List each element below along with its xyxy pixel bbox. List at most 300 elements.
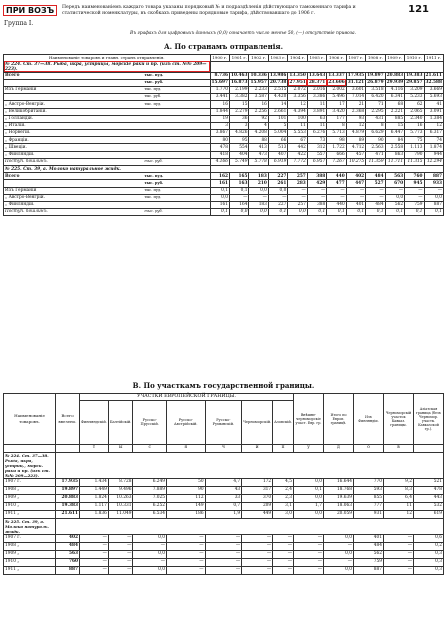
row-label: „ Италіи. <box>4 122 144 129</box>
table-cell: 402 <box>346 173 365 180</box>
table-cell: 84 <box>385 137 404 144</box>
table-cell: 887 <box>56 566 80 574</box>
table-cell: 4,7 <box>205 478 242 486</box>
table-cell: 17.935 <box>347 72 365 78</box>
table-cell: 0,0 <box>385 194 404 201</box>
row-label: 1909 „ <box>4 550 56 558</box>
table-cell: 68 <box>385 101 404 108</box>
table-cell: 6.447 <box>385 130 404 137</box>
table-cell: 257 <box>288 173 307 180</box>
table-cell: 11 <box>307 101 326 108</box>
table-cell: 3.441 <box>210 94 229 101</box>
table-cell: 477 <box>327 180 346 187</box>
table-cell: 401 <box>346 201 365 208</box>
table-cell: 7.889 <box>133 486 167 494</box>
table-cell: 19 <box>210 115 229 122</box>
unit-letter: с <box>133 444 167 452</box>
table-cell: 0,0 <box>268 187 287 194</box>
table-cell: 3 <box>230 122 249 129</box>
row-label: Всего <box>4 173 144 180</box>
table-cell: 2.279 <box>230 108 249 115</box>
table-cell: — <box>384 566 414 574</box>
table-cell: 13.643 <box>308 72 326 78</box>
table-cell: 4.208 <box>249 130 268 137</box>
table-cell: — <box>273 550 294 558</box>
table-cell: 0,1 <box>327 209 346 216</box>
table-cell: 0,6 <box>414 534 444 542</box>
table-cell: 887 <box>424 201 443 208</box>
table-cell: 89 <box>346 137 365 144</box>
table-cell: 5.693 <box>424 94 443 101</box>
unit-letter: в <box>384 444 414 452</box>
blank-cell <box>56 444 80 452</box>
table-cell: 944 <box>424 151 443 158</box>
table-cell: 75 <box>405 137 424 144</box>
table-cell: 370 <box>242 494 273 502</box>
table-cell: 1.384 <box>424 115 443 122</box>
unit-label: тыс. пуд. <box>143 173 210 180</box>
table-cell: 3.209 <box>405 86 424 93</box>
table-cell: 161 <box>210 180 229 187</box>
table-cell: 6,4 <box>384 494 414 502</box>
table-cell: — <box>327 187 346 194</box>
table-cell: 484 <box>366 201 385 208</box>
table-header-row <box>4 55 444 62</box>
table-cell: 0,1 <box>230 187 249 194</box>
table-cell: 562 <box>385 201 404 208</box>
table-cell: 1.434 <box>80 478 109 486</box>
table-cell: — <box>288 194 307 201</box>
table-cell: — <box>405 187 424 194</box>
unit-label <box>143 144 210 151</box>
row-label: 1907 г. <box>4 534 56 542</box>
year-header: 1909 г. <box>385 55 404 62</box>
table-cell: 90 <box>167 486 206 494</box>
row-label: Всего <box>4 72 144 79</box>
table-header-row <box>4 394 444 401</box>
table-row <box>4 158 444 165</box>
table-cell: 62 <box>405 101 424 108</box>
table-cell: 0,0 <box>294 494 324 502</box>
table-cell: — <box>108 542 133 550</box>
unit-letter: я <box>167 444 206 452</box>
table-cell: 8,3 <box>384 486 414 494</box>
unit-letter <box>414 444 444 452</box>
group-label: Группа I. <box>4 20 34 27</box>
table-cell: 15 <box>230 101 249 108</box>
unit-letter: о <box>354 444 384 452</box>
row-label: 1911 „ <box>4 566 56 574</box>
table-cell: 4.712 <box>346 144 365 151</box>
row-label: „ Норвегіи. <box>4 130 144 137</box>
table-cell: 11 <box>288 122 307 129</box>
table-row <box>4 566 444 574</box>
table-cell: 209 <box>242 502 273 510</box>
table-row <box>4 510 444 518</box>
table-cell: 27.951 <box>289 80 306 86</box>
table-cell: — <box>249 194 268 201</box>
table-cell: 0,0 <box>324 550 354 558</box>
table-cell: 12.294 <box>424 158 443 165</box>
table-cell: 0,3 <box>414 550 444 558</box>
table-cell: 31.121 <box>347 80 365 86</box>
table-cell: 670 <box>385 180 404 187</box>
table-cell: 855 <box>354 494 384 502</box>
row-label: 1910 „ <box>4 558 56 566</box>
table-cell: 95 <box>230 137 249 144</box>
table-cell: 23.606 <box>328 80 345 86</box>
table-cell: — <box>205 550 242 558</box>
table-cell: 2.065 <box>405 108 424 115</box>
table-cell: 71 <box>366 101 385 108</box>
table-cell: 63 <box>307 115 326 122</box>
table-cell: 3.601 <box>346 86 365 93</box>
year-header: 1906 г. <box>327 55 346 62</box>
table-cell: 442 <box>288 144 307 151</box>
commodity-label: № 225. Ст. 39, а. Молоко натуральное жидк. <box>4 166 211 173</box>
table-cell: 2.515 <box>268 86 287 93</box>
table-row <box>4 201 444 208</box>
row-label: „ Финляндіи. <box>4 201 144 208</box>
table-cell: 100 <box>288 115 307 122</box>
table-cell: 227 <box>268 173 287 180</box>
table-cell: — <box>307 187 326 194</box>
row-label <box>4 180 144 187</box>
year-header: 1901 г. <box>230 55 249 62</box>
table-cell: 19.897 <box>56 486 80 494</box>
table-cell: 186 <box>167 510 206 518</box>
table-cell: 3.867 <box>210 130 229 137</box>
table-cell: 6.249 <box>133 478 167 486</box>
table-cell: 161 <box>210 201 229 208</box>
table-cell: 13.337 <box>328 72 345 78</box>
table-by-border <box>3 393 444 575</box>
unit-label <box>143 137 210 144</box>
table-cell: 443 <box>414 494 444 502</box>
table-cell: 0,0 <box>133 534 167 542</box>
table-cell: 0,0 <box>133 550 167 558</box>
row-label: 1910 „ <box>4 502 56 510</box>
table-cell: 164 <box>230 201 249 208</box>
table-cell: 6.919 <box>268 158 287 165</box>
year-header: 1900 г. <box>210 55 229 62</box>
table-cell: — <box>80 558 109 566</box>
table-cell: — <box>384 542 414 550</box>
table-cell: 473 <box>249 151 268 158</box>
table-cell: 0,1 <box>385 209 404 216</box>
table-cell: 6.276 <box>307 130 326 137</box>
table-cell: 3.382 <box>230 94 249 101</box>
table-cell: 41 <box>424 101 443 108</box>
table-cell: 2.256 <box>249 108 268 115</box>
table-cell: — <box>80 542 109 550</box>
table-row <box>4 79 444 86</box>
table-cell: — <box>133 542 167 550</box>
unit-letter: и <box>242 444 273 452</box>
table-cell: — <box>366 187 385 194</box>
table-cell: 1.722 <box>327 144 346 151</box>
table-cell: 1.770 <box>210 86 229 93</box>
table-cell: 2.072 <box>288 86 307 93</box>
table-cell: — <box>167 550 206 558</box>
table-cell: 563 <box>385 173 404 180</box>
table-cell: 0,0 <box>294 510 324 518</box>
table-cell: 7.772 <box>288 158 307 165</box>
row-label: 1911 „ <box>4 510 56 518</box>
section-tag: ПРИ ВОЗЪ <box>3 5 57 16</box>
table-cell: — <box>294 566 324 574</box>
table-cell: 404 <box>230 151 249 158</box>
table-cell: 88 <box>249 137 268 144</box>
table-cell: — <box>294 534 324 542</box>
table-cell: 261 <box>268 180 287 187</box>
table-cell: 0,7 <box>205 502 242 510</box>
table-cell: 885 <box>385 115 404 122</box>
table-cell: 513 <box>268 144 287 151</box>
blank-cell <box>56 452 444 478</box>
table-cell: 21 <box>346 101 365 108</box>
table-cell: 29.857 <box>406 80 423 86</box>
table-cell: — <box>273 534 294 542</box>
table-cell: 1.844 <box>210 108 229 115</box>
table-cell: 5.713 <box>327 130 346 137</box>
row-label: „ Австро-Венгріи. <box>4 101 144 108</box>
table-cell: 5.004 <box>268 130 287 137</box>
table-row <box>4 187 444 194</box>
table-cell: 2,3 <box>273 494 294 502</box>
table-cell: 5.553 <box>288 130 307 137</box>
unit-row <box>4 444 444 452</box>
section-b-title: В. По участкамъ государственной границы. <box>132 381 315 390</box>
table-cell: 431 <box>366 115 385 122</box>
table-cell: 1.113 <box>405 144 424 151</box>
table-cell: — <box>242 542 273 550</box>
table-cell: 10.263 <box>108 494 133 502</box>
table-cell: 759 <box>405 201 424 208</box>
row-label: „ Франціи. <box>4 137 144 144</box>
table-cell: — <box>80 550 109 558</box>
table-cell: 619 <box>414 510 444 518</box>
table-cell: — <box>324 542 354 550</box>
table-cell: — <box>294 542 324 550</box>
table-cell: 440 <box>327 201 346 208</box>
table-cell: 407 <box>268 151 287 158</box>
table-cell: 73 <box>307 137 326 144</box>
table-cell: 593 <box>354 486 384 494</box>
table-cell: 666 <box>327 151 346 158</box>
unit-letter: ы <box>108 444 133 452</box>
row-label <box>4 79 144 86</box>
table-cell: 5.778 <box>249 158 268 165</box>
table-cell: 14 <box>268 101 287 108</box>
table-cell: — <box>366 194 385 201</box>
year-header: 1907 г. <box>346 55 365 62</box>
table-cell: 4.879 <box>346 130 365 137</box>
table-cell: 532 <box>414 502 444 510</box>
table-cell: 4.420 <box>268 94 287 101</box>
table-cell: 15.957 <box>250 80 267 86</box>
commodity-label: № 225. Ст. 39, а. Молоко натураль. жидк. <box>4 518 56 534</box>
table-cell: 1.874 <box>424 144 443 151</box>
table-cell: — <box>385 187 404 194</box>
table-cell: — <box>205 558 242 566</box>
table-cell: 257 <box>288 201 307 208</box>
unit-label: тыс. пуд. <box>143 86 210 93</box>
table-row <box>4 130 444 137</box>
table-cell: 21.611 <box>56 510 80 518</box>
table-cell: 7.025 <box>133 494 167 502</box>
table-cell: — <box>273 558 294 566</box>
table-cell: 4.116 <box>385 86 404 93</box>
table-cell: 484 <box>366 173 385 180</box>
table-cell: 790 <box>405 151 424 158</box>
table-cell: 887 <box>354 566 384 574</box>
table-cell: 3.669 <box>424 86 443 93</box>
table-by-country <box>3 54 444 216</box>
table-cell: 3.356 <box>288 94 307 101</box>
table-cell: 10.331 <box>108 502 133 510</box>
table-cell: 4.826 <box>230 130 249 137</box>
row-label: Поступ. пошлинъ. <box>4 209 144 216</box>
total-header: Всего ввезено. <box>56 394 80 445</box>
table-cell: 0,3 <box>414 566 444 574</box>
year-header: 1910 г. <box>405 55 424 62</box>
commodity-row <box>4 518 444 534</box>
unit-label: тыс. пуд. <box>143 72 210 79</box>
table-cell: 402 <box>56 534 80 542</box>
table-cell: 0,1 <box>294 486 324 494</box>
row-label: 1907 г. <box>4 478 56 486</box>
unit-letter: п <box>273 444 294 452</box>
blank-cell <box>56 518 444 534</box>
table-cell: 2.661 <box>268 108 287 115</box>
table-cell: 112 <box>167 494 206 502</box>
commodity-label: № 224. Ст. 37—38. Рыба, икра, устриц., морск. раки и пр. (изъ ст. №№ 209—223). <box>4 452 56 478</box>
table-cell: 10.275 <box>346 158 365 165</box>
table-cell: 4.166 <box>210 158 229 165</box>
table-cell: 67 <box>288 137 307 144</box>
table-cell: 1.824 <box>80 494 109 502</box>
table-cell: 19.639 <box>324 494 354 502</box>
page-number: 121 <box>408 4 429 15</box>
table-cell: 11.315 <box>405 158 424 165</box>
table-cell: — <box>80 534 109 542</box>
table-cell: 931 <box>354 510 384 518</box>
table-row <box>4 209 444 216</box>
table-cell: 777 <box>354 502 384 510</box>
table-row <box>4 144 444 151</box>
table-cell: 6.341 <box>385 94 404 101</box>
commodity-row <box>4 452 444 478</box>
unit-label <box>143 122 210 129</box>
table-cell: 0,3 <box>414 558 444 566</box>
table-row <box>4 108 444 115</box>
row-label: „ Австро-Венгріи. <box>4 194 144 201</box>
unit-label: тыс. руб. <box>143 94 210 101</box>
unit-label <box>143 201 210 208</box>
table-cell: — <box>242 558 273 566</box>
row-label <box>4 94 144 101</box>
table-cell: — <box>167 566 206 574</box>
table-cell: 770 <box>354 478 384 486</box>
table-cell: 16.873 <box>231 80 248 86</box>
corner-header: Наименованіе товаровъ. <box>4 394 56 445</box>
table-cell: 317 <box>242 486 273 494</box>
table-cell: 1,7 <box>294 502 324 510</box>
table-row <box>4 137 444 144</box>
table-cell: 11 <box>384 502 414 510</box>
unit-label: тыс. руб. <box>143 79 210 86</box>
table-row <box>4 534 444 542</box>
table-cell: 3.891 <box>307 108 326 115</box>
table-cell: 863 <box>385 151 404 158</box>
year-header: 1902 г. <box>249 55 268 62</box>
table-cell: — <box>167 534 206 542</box>
table-cell: 183 <box>249 173 268 180</box>
table-cell: 227 <box>268 201 287 208</box>
table-cell: 1.449 <box>80 486 109 494</box>
table-cell: 0,1 <box>210 209 229 216</box>
table-cell: — <box>273 566 294 574</box>
table-cell: 449 <box>242 510 273 518</box>
table-cell: 6.534 <box>133 510 167 518</box>
table-cell: 32.588 <box>425 80 442 86</box>
table-cell: — <box>384 550 414 558</box>
table-cell: 98 <box>327 137 346 144</box>
table-cell: 440 <box>327 173 346 180</box>
row-label: „ Швеціи. <box>4 144 144 151</box>
table-cell: 28.371 <box>308 80 326 86</box>
table-cell: 887 <box>424 173 443 180</box>
table-cell: 6.317 <box>424 130 443 137</box>
table-cell: 7.014 <box>346 94 365 101</box>
table-cell: — <box>167 542 206 550</box>
table-cell: 20.738 <box>269 80 287 86</box>
table-cell: 557 <box>307 151 326 158</box>
table-row <box>4 72 444 79</box>
table-cell: 401 <box>354 534 384 542</box>
table-cell: 0,0 <box>133 566 167 574</box>
table-cell: 562 <box>354 550 384 558</box>
table-cell: — <box>205 542 242 550</box>
table-cell: 3.420 <box>327 108 346 115</box>
table-cell: 177 <box>327 115 346 122</box>
table-cell: 21.611 <box>425 72 442 78</box>
table-cell: 388 <box>307 201 326 208</box>
table-cell: 484 <box>354 542 384 550</box>
intro-text: Передъ наименованіемъ каждаго товара указаны порядковый № и подраздѣленія дѣйствующаго таможеннаго тарифа и статистической номенклатуры, въ скобкахъ приведены порядковые тарифа, дѣйствовавшаго до 1906 г. <box>62 5 356 16</box>
table-cell: 3,1 <box>273 502 294 510</box>
table-cell: — <box>294 550 324 558</box>
table-cell: 0,0 <box>210 194 229 201</box>
table-cell: 760 <box>405 173 424 180</box>
table-cell: 2.199 <box>230 86 249 93</box>
unit-label <box>143 108 210 115</box>
table-cell: 521 <box>414 478 444 486</box>
table-cell: 2.016 <box>307 86 326 93</box>
row-label: 1908 „ <box>4 542 56 550</box>
table-row <box>4 173 444 180</box>
column-header: Азіатская граница (безъ Черномор. участк. Кавказской гр.). <box>414 394 444 445</box>
table-cell: 92 <box>249 115 268 122</box>
table-cell: 149 <box>167 502 206 510</box>
table-cell: 1.117 <box>80 502 109 510</box>
table-cell: 15.697 <box>211 80 228 86</box>
table-cell: 3.091 <box>424 108 443 115</box>
table-cell: 10.463 <box>231 72 248 78</box>
unit-label: тыс. руб. <box>143 180 210 187</box>
table-cell: 162 <box>210 173 229 180</box>
